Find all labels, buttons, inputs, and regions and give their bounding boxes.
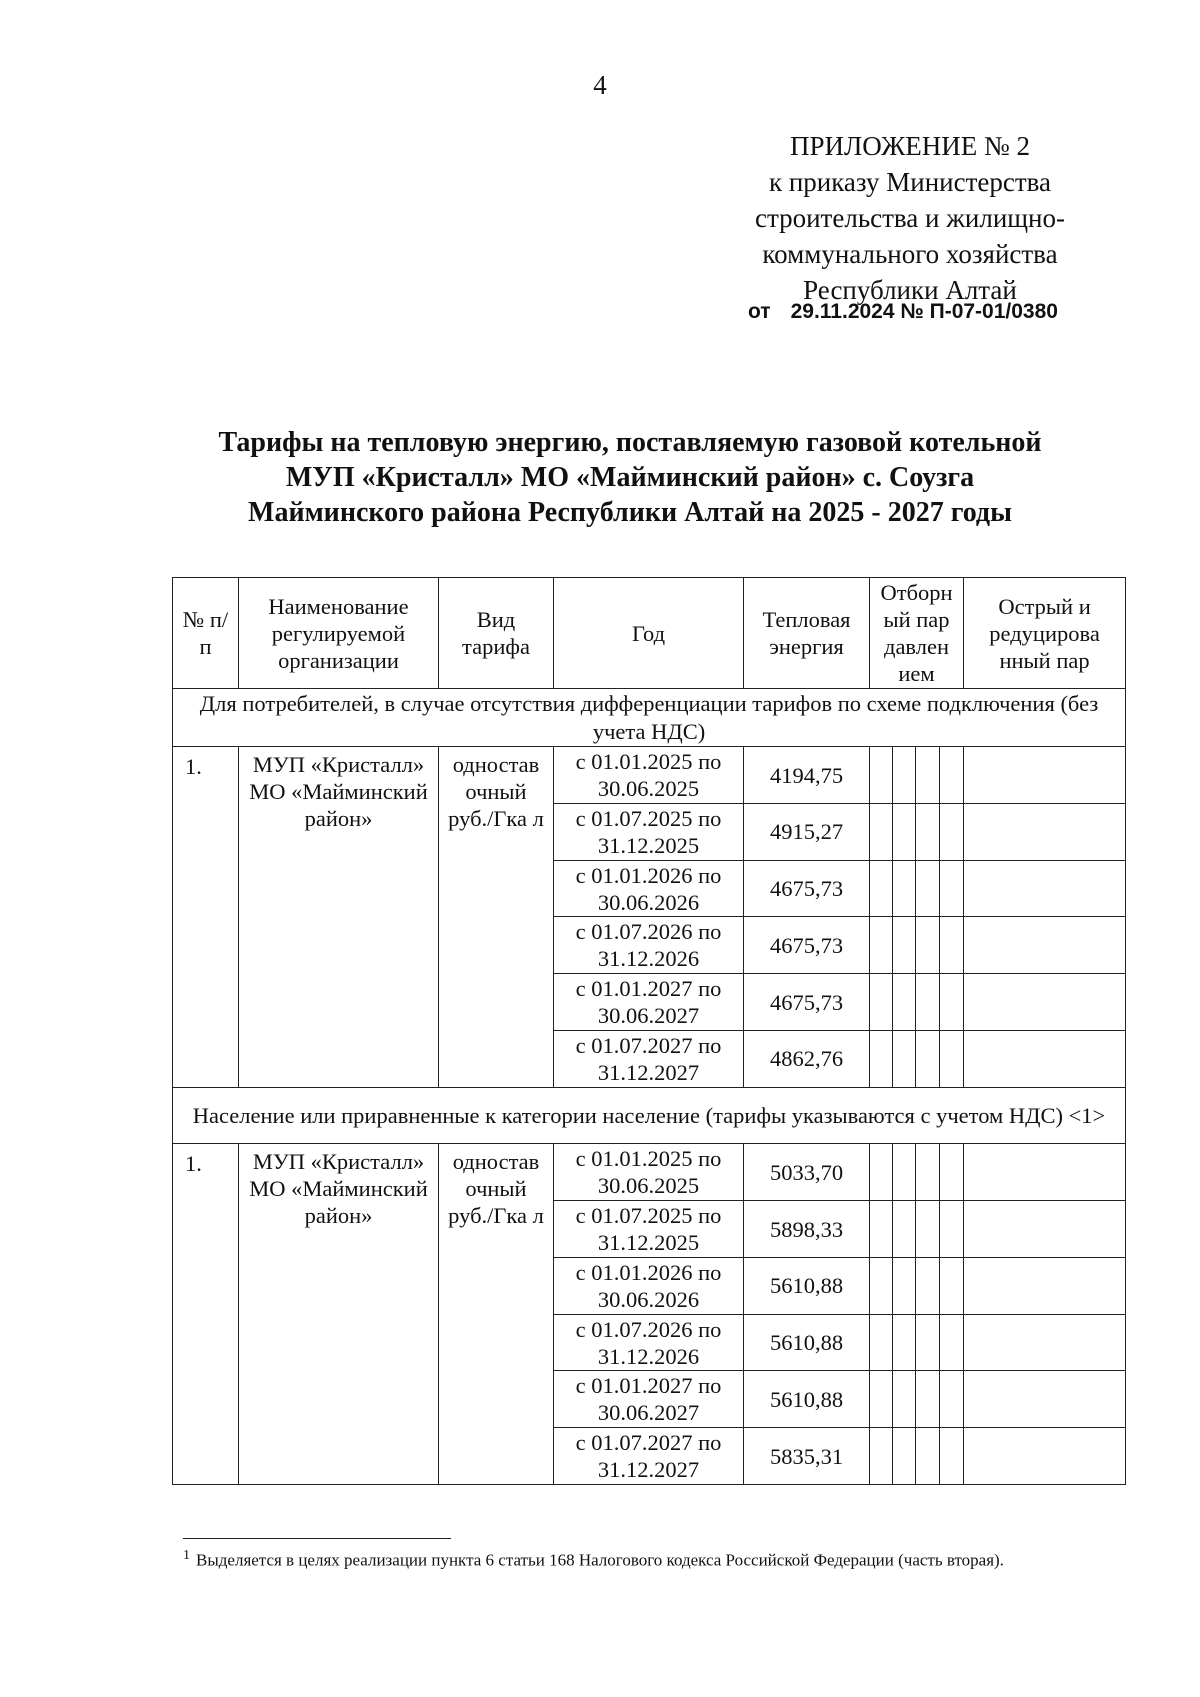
period-cell: с 01.07.2027 по 31.12.2027: [554, 1428, 744, 1485]
heat-energy-value: 4675,73: [744, 974, 870, 1031]
title-line: Тарифы на тепловую энергию, поставляемую газовой котельной: [218, 427, 1042, 458]
footnote-text: Выделяется в целях реализации пункта 6 статьи 168 Налогового кодекса Российской Федерации (часть вторая).: [196, 1550, 1004, 1570]
heat-energy-value: 4915,27: [744, 803, 870, 860]
footnote-divider: [183, 1538, 451, 1539]
row-number: 1.: [173, 747, 239, 1088]
header-extracted-steam: Отборн ый пар давлен ием: [870, 578, 964, 689]
page-number: 4: [593, 70, 607, 100]
period-cell: с 01.07.2026 по 31.12.2026: [554, 917, 744, 974]
extracted-steam-cell: [916, 1201, 940, 1258]
extracted-steam-cell: [940, 974, 964, 1031]
section-title: Население или приравненные к категории население (тарифы указываются с учетом НДС) <1>: [173, 1087, 1126, 1144]
extracted-steam-cell: [940, 1257, 964, 1314]
header-sharp-steam: Острый и редуцирова нный пар: [964, 578, 1126, 689]
period-cell: с 01.01.2026 по 30.06.2026: [554, 860, 744, 917]
extracted-steam-cell: [870, 747, 893, 804]
sharp-steam-cell: [964, 974, 1126, 1031]
header-heat-energy: Тепловая энергия: [744, 578, 870, 689]
extracted-steam-cell: [893, 1030, 916, 1087]
period-cell: с 01.01.2026 по 30.06.2026: [554, 1257, 744, 1314]
section-header-row: [173, 689, 1126, 747]
extracted-steam-cell: [893, 1201, 916, 1258]
appendix-line: Республики Алтай: [803, 275, 1017, 305]
heat-energy-value: 5898,33: [744, 1201, 870, 1258]
extracted-steam-cell: [893, 747, 916, 804]
extracted-steam-cell: [940, 1428, 964, 1485]
extracted-steam-cell: [870, 974, 893, 1031]
sharp-steam-cell: [964, 1144, 1126, 1201]
extracted-steam-cell: [893, 917, 916, 974]
extracted-steam-cell: [916, 1428, 940, 1485]
period-cell: с 01.01.2025 по 30.06.2025: [554, 1144, 744, 1201]
order-date-number: 29.11.2024 № П-07-01/0380: [790, 300, 1058, 323]
row-number: 1.: [173, 1144, 239, 1485]
extracted-steam-cell: [870, 1201, 893, 1258]
table-row: [173, 1144, 1126, 1201]
period-cell: с 01.07.2025 по 31.12.2025: [554, 803, 744, 860]
heat-energy-value: 5610,88: [744, 1314, 870, 1371]
table-header-row: [173, 578, 1126, 689]
sharp-steam-cell: [964, 1201, 1126, 1258]
header-year: Год: [554, 578, 744, 689]
appendix-block: [700, 128, 1120, 308]
extracted-steam-cell: [940, 1314, 964, 1371]
extracted-steam-cell: [893, 1371, 916, 1428]
extracted-steam-cell: [916, 1144, 940, 1201]
period-cell: с 01.07.2027 по 31.12.2027: [554, 1030, 744, 1087]
sharp-steam-cell: [964, 1371, 1126, 1428]
extracted-steam-cell: [870, 1371, 893, 1428]
heat-energy-value: 5835,31: [744, 1428, 870, 1485]
extracted-steam-cell: [940, 1030, 964, 1087]
extracted-steam-cell: [893, 1257, 916, 1314]
extracted-steam-cell: [940, 747, 964, 804]
extracted-steam-cell: [870, 1257, 893, 1314]
header-num: № п/п: [173, 578, 239, 689]
heat-energy-value: 4194,75: [744, 747, 870, 804]
header-tariff-type: Вид тарифа: [439, 578, 554, 689]
title-line: Майминского района Республики Алтай на 2025 - 2027 годы: [248, 497, 1012, 528]
tariff-type: одностав очный руб./Гка л: [439, 747, 554, 1088]
sharp-steam-cell: [964, 747, 1126, 804]
extracted-steam-cell: [870, 1428, 893, 1485]
heat-energy-value: 5033,70: [744, 1144, 870, 1201]
extracted-steam-cell: [916, 747, 940, 804]
extracted-steam-cell: [870, 917, 893, 974]
sharp-steam-cell: [964, 803, 1126, 860]
sharp-steam-cell: [964, 860, 1126, 917]
heat-energy-value: 4675,73: [744, 917, 870, 974]
heat-energy-value: 4675,73: [744, 860, 870, 917]
extracted-steam-cell: [916, 803, 940, 860]
period-cell: с 01.01.2027 по 30.06.2027: [554, 1371, 744, 1428]
appendix-line: коммунального хозяйства: [762, 239, 1058, 269]
tariffs-table: [172, 577, 1126, 1485]
organization-name: МУП «Кристалл» МО «Майминский район»: [239, 1144, 439, 1485]
extracted-steam-cell: [916, 1030, 940, 1087]
section-title: Для потребителей, в случае отсутствия дифференциации тарифов по схеме подключения (без учета НДС): [173, 689, 1126, 747]
appendix-line: к приказу Министерства: [768, 167, 1052, 197]
heat-energy-value: 5610,88: [744, 1371, 870, 1428]
sharp-steam-cell: [964, 1030, 1126, 1087]
period-cell: с 01.01.2027 по 30.06.2027: [554, 974, 744, 1031]
footnote: [183, 1548, 1133, 1571]
period-cell: с 01.07.2026 по 31.12.2026: [554, 1314, 744, 1371]
footnote-marker: 1: [183, 1548, 190, 1563]
title-line: МУП «Кристалл» МО «Майминский район» с. Соузга: [285, 462, 975, 493]
table-row: [173, 747, 1126, 804]
sharp-steam-cell: [964, 1314, 1126, 1371]
extracted-steam-cell: [893, 860, 916, 917]
extracted-steam-cell: [893, 1428, 916, 1485]
extracted-steam-cell: [893, 974, 916, 1031]
appendix-line: строительства и жилищно-: [755, 203, 1065, 233]
extracted-steam-cell: [940, 917, 964, 974]
extracted-steam-cell: [916, 1371, 940, 1428]
sharp-steam-cell: [964, 1428, 1126, 1485]
appendix-title: ПРИЛОЖЕНИЕ № 2: [789, 131, 1031, 161]
extracted-steam-cell: [893, 1144, 916, 1201]
period-cell: с 01.01.2025 по 30.06.2025: [554, 747, 744, 804]
document-title: [160, 425, 1100, 530]
extracted-steam-cell: [916, 1314, 940, 1371]
extracted-steam-cell: [870, 803, 893, 860]
header-organization: Наименование регулируемой организации: [239, 578, 439, 689]
extracted-steam-cell: [940, 860, 964, 917]
extracted-steam-cell: [940, 803, 964, 860]
extracted-steam-cell: [893, 1314, 916, 1371]
extracted-steam-cell: [916, 974, 940, 1031]
sharp-steam-cell: [964, 1257, 1126, 1314]
extracted-steam-cell: [940, 1144, 964, 1201]
order-reference: [748, 300, 1128, 324]
order-date-prefix: от: [748, 300, 771, 323]
section-header-row: [173, 1087, 1126, 1144]
extracted-steam-cell: [870, 1030, 893, 1087]
organization-name: МУП «Кристалл» МО «Майминский район»: [239, 747, 439, 1088]
extracted-steam-cell: [916, 1257, 940, 1314]
sharp-steam-cell: [964, 917, 1126, 974]
extracted-steam-cell: [940, 1371, 964, 1428]
extracted-steam-cell: [940, 1201, 964, 1258]
heat-energy-value: 4862,76: [744, 1030, 870, 1087]
extracted-steam-cell: [870, 1144, 893, 1201]
extracted-steam-cell: [870, 1314, 893, 1371]
period-cell: с 01.07.2025 по 31.12.2025: [554, 1201, 744, 1258]
extracted-steam-cell: [916, 860, 940, 917]
extracted-steam-cell: [893, 803, 916, 860]
heat-energy-value: 5610,88: [744, 1257, 870, 1314]
extracted-steam-cell: [870, 860, 893, 917]
tariff-type: одностав очный руб./Гка л: [439, 1144, 554, 1485]
extracted-steam-cell: [916, 917, 940, 974]
